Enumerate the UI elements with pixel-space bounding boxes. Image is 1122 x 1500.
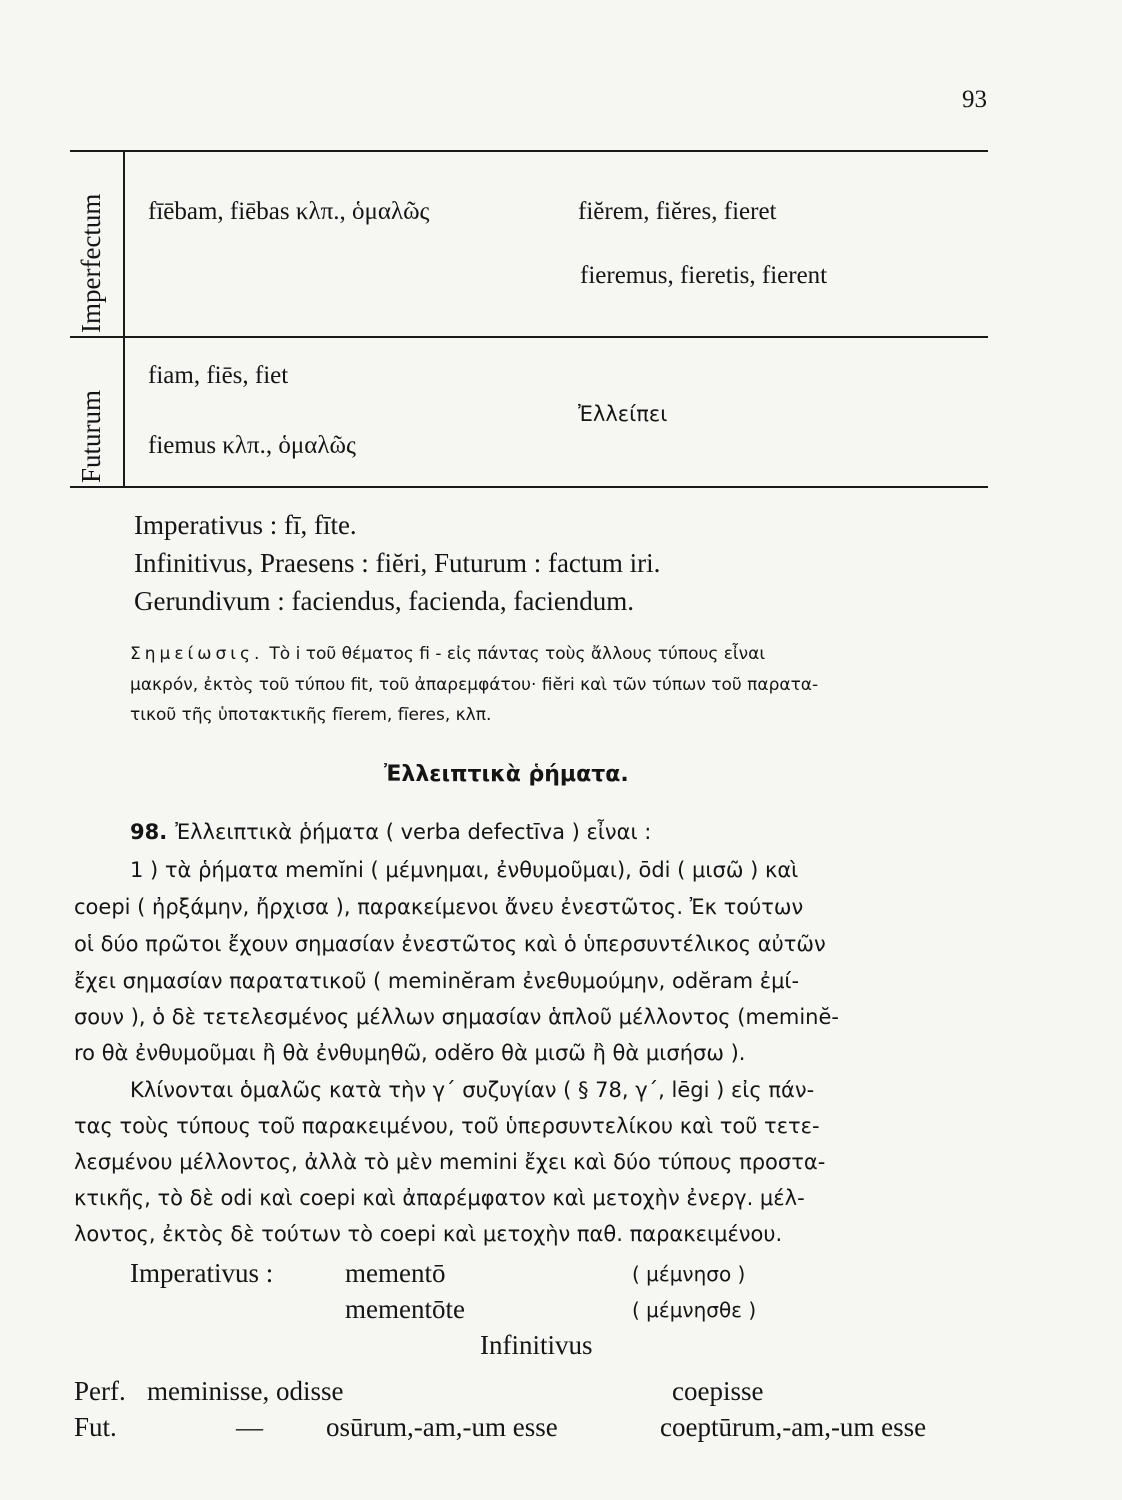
remark-line-3: τικοῦ τῆς ὑποτακτικῆς fīerem, fīeres, κλπ. [130, 705, 492, 725]
future-coepi: coeptūrum,-am,-um esse [660, 1412, 927, 1442]
future-memini-dash: — [236, 1412, 263, 1442]
section-98-line-9: τας τοὺς τύπους τοῦ παρακειμένου, τοῦ ὑπερσυντελίκου καὶ τοῦ τετε- [74, 1114, 820, 1138]
future-odi: osūrum,-am,-um esse [326, 1412, 558, 1442]
imperfectum-subjunctive-plural: fieremus, fieretis, fierent [580, 262, 828, 289]
futurum-label: Futurum [76, 389, 106, 483]
imperfectum-label: Imperfectum [76, 193, 106, 333]
section-98-line-6: σουν ), ὁ δὲ τετελεσμένος μέλλων σημασίαν ἁπλοῦ μέλλοντος (meminĕ- [74, 1005, 839, 1029]
perfect-forms: meminisse, odisse [147, 1376, 344, 1406]
table-middle-rule [70, 336, 988, 338]
remark-line-2: μακρόν, ἐκτὸς τοῦ τύπου fit, τοῦ ἀπαρεμφάτου· fiĕri καὶ τῶν τύπων τοῦ παρατα- [130, 675, 819, 695]
infinitivus-line: Infinitivus, Praesens : fiĕri, Futurum : factum iri. [134, 548, 661, 578]
futurum-plural-forms: fiemus κλπ., ὁμαλῶς [148, 432, 356, 459]
perfect-label: Perf. [74, 1376, 126, 1406]
table-top-rule [70, 150, 988, 152]
section-98-line-10: λεσμένου μέλλοντος, ἀλλὰ τὸ μὲν memini ἔχει καὶ δύο τύπους προστα- [74, 1150, 826, 1174]
imperfectum-indicative-forms: fīēbam, fiēbas κλπ., ὁμαλῶς [148, 198, 430, 225]
section-98-line-5: ἔχει σημασίαν παρατατικοῦ ( meminĕram ἐνεθυμούμην, odĕram ἐμί- [74, 969, 800, 993]
imperativus-singular: mementō [345, 1258, 446, 1288]
remark-label: Σημείωσις. [130, 644, 264, 664]
section-98-line-11: κτικῆς, τὸ δὲ odi καὶ coepi καὶ ἀπαρέμφατον καὶ μετοχὴν ἐνεργ. μέλ- [74, 1186, 805, 1210]
imperativus-label: Imperativus : [130, 1258, 274, 1288]
table-vertical-rule [123, 150, 125, 486]
section-98-line-12: λοντος, ἐκτὸς δὲ τούτων τὸ coepi καὶ μετοχὴν παθ. παρακειμένου. [74, 1222, 783, 1246]
imperativus-plural: mementōte [345, 1294, 465, 1324]
imperativus-singular-greek: ( μέμνησο ) [632, 1262, 746, 1286]
perfect-coepi: coepisse [672, 1376, 764, 1406]
section-98-line-8: Κλίνονται ὁμαλῶς κατὰ τὴν γ΄ συζυγίαν ( § 78, γ΄, lēgi ) εἰς πάν- [130, 1078, 815, 1102]
futurum-singular-forms: fiam, fiēs, fiet [148, 362, 289, 389]
section-number: 98. [130, 820, 168, 844]
table-bottom-rule [70, 486, 988, 488]
section-98-line-2: 1 ) τὰ ῥήματα memĭni ( μέμνημαι, ἐνθυμοῦμαι), ōdi ( μισῶ ) καὶ [130, 858, 799, 882]
section-98-line-1: 98. Ἐλλειπτικὰ ῥήματα ( verba defectīva ) εἶναι : [130, 820, 652, 844]
imperativus-plural-greek: ( μέμνησθε ) [632, 1298, 757, 1322]
section-98-line-3: coepi ( ἠρξάμην, ἤρχισα ), παρακείμενοι ἄνευ ἐνεστῶτος. Ἐκ τούτων [74, 895, 804, 919]
infinitivus-heading: Infinitivus [480, 1330, 593, 1360]
section-98-line-4: οἱ δύο πρῶτοι ἔχουν σημασίαν ἐνεστῶτος καὶ ὁ ὑπερσυντέλικος αὐτῶν [74, 932, 826, 956]
gerundivum-line: Gerundivum : faciendus, facienda, faciendum. [134, 586, 635, 616]
future-label: Fut. [74, 1412, 117, 1442]
futurum-missing-note: Ἐλλείπει [578, 402, 668, 426]
section-title: Ἐλλειπτικὰ ῥήματα. [384, 762, 629, 787]
imperativus-line: Imperativus : fī, fīte. [134, 510, 357, 540]
page-number: 93 [962, 86, 987, 113]
section-98-line-7: ro θὰ ἐνθυμοῦμαι ἢ θὰ ἐνθυμηθῶ, odĕro θὰ μισῶ ἢ θὰ μισήσω ). [74, 1041, 746, 1065]
remark-line-1: Σημείωσις. Τὸ i τοῦ θέματος fi - εἰς πάντας τοὺς ἄλλους τύπους εἶναι [130, 644, 766, 664]
imperfectum-subjunctive-forms: fiĕrem, fiĕres, fieret [578, 198, 777, 225]
